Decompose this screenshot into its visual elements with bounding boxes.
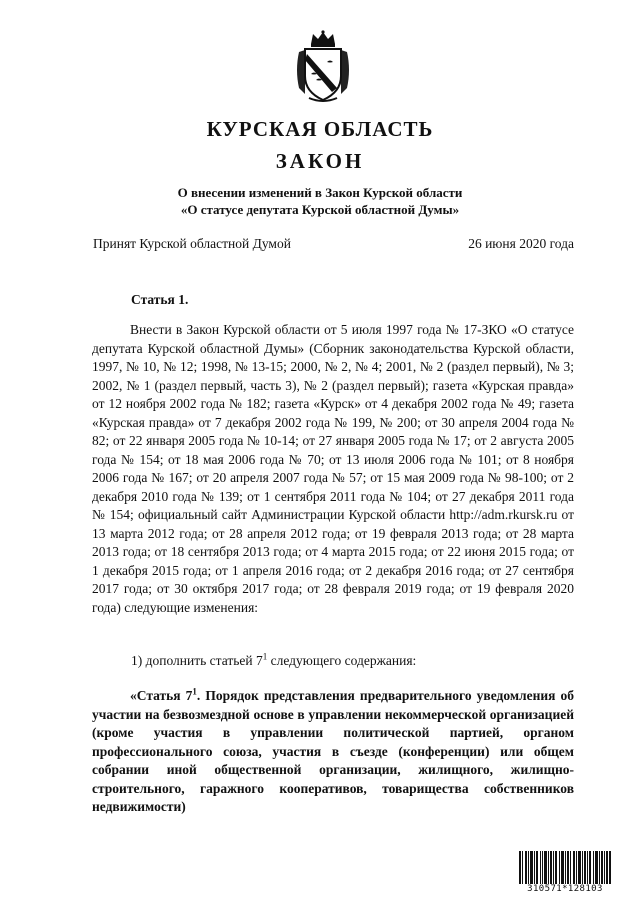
barcode-number: 310571*128103	[519, 884, 611, 895]
article-intro-paragraph: Внести в Закон Курской области от 5 июля 1997 года № 17-ЗКО «О статусе депутата Курской областной Думы» (Сборник законодательства Курской области, 1997, № 10, № 12; 1998, № 13-15; 2000, № 2, № 4; 2001, № 2 (раздел первый), № 3; 2002, № 1 (раздел первый, часть 3), № 2 (раздел первый); газета «Курская правда» от 12 ноября 2002 года № 182; газета «Курск» от 4 декабря 2002 года № 49; газета «Курская правда» от 7 декабря 2002 года № 199, № 200; от 30 апреля 2004 года № 82; от 22 января 2005 года № 10-14; от 27 января 2005 года № 17; от 2 августа 2005 года № 154; от 18 мая 2006 года № 70; от 13 июля 2006 года № 101; от 8 ноября 2006 года № 167; от 20 апреля 2007 года № 57; от 15 мая 2009 года № 98-100; от 2 декабря 2010 года № 139; от 1 сентября 2011 года № 104; от 27 декабря 2011 года № 154; официальный сайт Администрации Курской области http://adm.rkursk.ru от 13 марта 2012 года; от 28 апреля 2012 года; от 19 февраля 2013 года; от 28 марта 2013 года; от 18 сентября 2013 года; от 4 марта 2015 года; от 22 июня 2015 года; от 1 декабря 2015 года; от 1 апреля 2016 года; от 2 декабря 2016 года; от 27 сентября 2017 года; от 30 октября 2017 года; от 28 февраля 2019 года; от 19 февраля 2020 года) следующие изменения:	[92, 322, 574, 615]
new-article-title: . Порядок представления предварительного уведомления об участии на безвозмездной основе в управлении некоммерческой организацией (кроме участия в управлении политической партией, органом профессионального союза, участия в съезде (конференции) или общем собрании иной общественной организации, жилищного, жилищно-строительного, гаражного кооперативов, товарищества собственников недвижимости)	[92, 688, 575, 814]
new-article-paragraph	[92, 687, 574, 817]
subject-line-2: «О статусе депутата Курской областной Думы»	[180, 202, 460, 217]
item-1-superscript: 1	[262, 651, 268, 662]
subject-line-1: О внесении изменений в Закон Курской области	[177, 185, 463, 200]
document-type-title: ЗАКОН	[275, 149, 365, 173]
new-article-superscript: 1	[192, 686, 197, 697]
amendment-item-1	[131, 653, 416, 669]
kursk-coat-of-arms-icon	[291, 30, 355, 104]
new-article-label: «Статья 7	[130, 688, 193, 703]
article-heading: Статья 1.	[131, 292, 189, 307]
region-title: КУРСКАЯ ОБЛАСТЬ	[206, 117, 434, 141]
item-1-text-end: следующего содержания:	[267, 653, 417, 668]
adoption-date: 26 июня 2020 года	[468, 236, 574, 251]
law-subject	[0, 184, 640, 218]
adopted-by: Принят Курской областной Думой	[93, 236, 291, 251]
item-1-text: 1) дополнить статьей 7	[131, 653, 263, 668]
